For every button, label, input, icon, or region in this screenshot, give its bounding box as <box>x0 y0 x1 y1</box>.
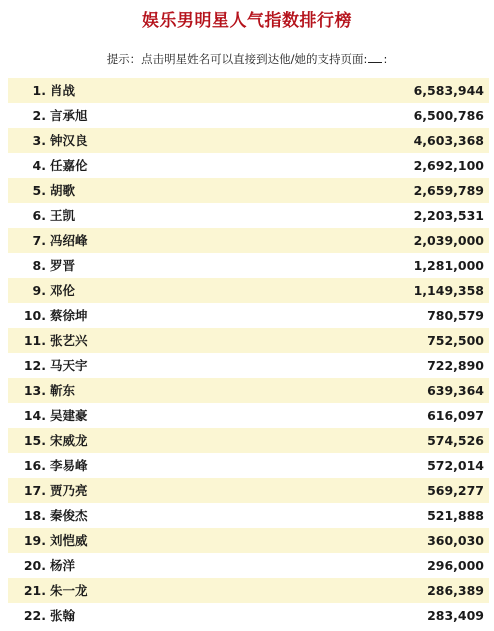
rank-number: 1. <box>32 83 46 98</box>
rank-number: 18. <box>23 508 46 523</box>
popularity-value: 2,203,531 <box>413 208 484 223</box>
table-row <box>8 553 489 578</box>
star-name-link[interactable]: 张翰 <box>50 608 76 623</box>
popularity-value: 780,579 <box>427 308 484 323</box>
star-name-link[interactable]: 宋威龙 <box>50 433 88 448</box>
popularity-value: 6,583,944 <box>413 83 484 98</box>
rank-number: 19. <box>23 533 46 548</box>
page-title: 娱乐男明星人气指数排行榜 <box>142 11 352 31</box>
table-row <box>8 203 489 228</box>
rank-number: 4. <box>32 158 46 173</box>
popularity-value: 2,659,789 <box>413 183 484 198</box>
popularity-value: 722,890 <box>427 358 484 373</box>
rank-number: 17. <box>23 483 46 498</box>
popularity-value: 1,281,000 <box>413 258 484 273</box>
star-name-link[interactable]: 任嘉伦 <box>50 158 88 173</box>
table-row <box>8 503 489 528</box>
popularity-value: 283,409 <box>427 608 484 623</box>
popularity-value: 1,149,358 <box>413 283 484 298</box>
rank-number: 7. <box>32 233 46 248</box>
star-name-link[interactable]: 刘恺威 <box>50 533 88 548</box>
popularity-value: 752,500 <box>427 333 484 348</box>
rank-number: 9. <box>32 283 46 298</box>
rank-number: 6. <box>32 208 46 223</box>
table-row <box>8 128 489 153</box>
popularity-value: 574,526 <box>427 433 484 448</box>
rank-number: 15. <box>23 433 46 448</box>
popularity-value: 639,364 <box>427 383 484 398</box>
table-row <box>8 403 489 428</box>
popularity-value: 569,277 <box>427 483 484 498</box>
table-row <box>8 278 489 303</box>
rank-number: 20. <box>23 558 46 573</box>
rank-number: 13. <box>23 383 46 398</box>
rank-number: 5. <box>32 183 46 198</box>
hint-label: 提示：点击明星姓名可以直接到达他/她的支持页面: <box>106 52 368 66</box>
star-name-link[interactable]: 靳东 <box>50 383 76 398</box>
star-name-link[interactable]: 秦俊杰 <box>50 508 88 523</box>
table-row <box>8 353 489 378</box>
table-row <box>8 253 489 278</box>
star-name-link[interactable]: 胡歌 <box>50 183 76 198</box>
popularity-value: 616,097 <box>427 408 484 423</box>
ranking-table <box>8 78 489 628</box>
popularity-value: 2,039,000 <box>413 233 484 248</box>
star-name-link[interactable]: 贾乃亮 <box>50 483 88 498</box>
rank-number: 11. <box>23 333 46 348</box>
star-name-link[interactable]: 言承旭 <box>50 108 88 123</box>
popularity-value: 572,014 <box>427 458 484 473</box>
rank-number: 14. <box>23 408 46 423</box>
table-row <box>8 303 489 328</box>
star-name-link[interactable]: 吴建豪 <box>50 408 88 423</box>
popularity-value: 2,692,100 <box>413 158 484 173</box>
table-row <box>8 578 489 603</box>
hint-trailing: : <box>383 52 388 66</box>
star-name-link[interactable]: 杨洋 <box>50 558 76 573</box>
rank-number: 8. <box>32 258 46 273</box>
popularity-value: 6,500,786 <box>413 108 484 123</box>
star-name-link[interactable]: 肖战 <box>50 83 76 98</box>
popularity-value: 286,389 <box>427 583 484 598</box>
table-row <box>8 453 489 478</box>
star-name-link[interactable]: 蔡徐坤 <box>50 308 88 323</box>
star-name-link[interactable]: 王凯 <box>50 208 76 223</box>
popularity-value: 4,603,368 <box>413 133 484 148</box>
rank-number: 3. <box>32 133 46 148</box>
table-row <box>8 428 489 453</box>
rank-number: 21. <box>23 583 46 598</box>
star-name-link[interactable]: 马天宇 <box>50 358 88 373</box>
star-name-link[interactable]: 罗晋 <box>50 258 76 273</box>
star-name-link[interactable]: 李易峰 <box>50 458 88 473</box>
rank-number: 2. <box>32 108 46 123</box>
table-row <box>8 228 489 253</box>
rank-number: 12. <box>23 358 46 373</box>
table-row <box>8 603 489 628</box>
rank-number: 16. <box>23 458 46 473</box>
star-name-link[interactable]: 冯绍峰 <box>50 233 88 248</box>
table-row <box>8 178 489 203</box>
star-name-link[interactable]: 朱一龙 <box>50 583 88 598</box>
table-row <box>8 378 489 403</box>
table-row <box>8 478 489 503</box>
hint-blank <box>368 52 382 63</box>
table-row <box>8 328 489 353</box>
table-row <box>8 78 489 103</box>
popularity-value: 521,888 <box>427 508 484 523</box>
popularity-value: 296,000 <box>427 558 484 573</box>
table-row <box>8 153 489 178</box>
star-name-link[interactable]: 钟汉良 <box>50 133 88 148</box>
star-name-link[interactable]: 张艺兴 <box>50 333 88 348</box>
rank-number: 10. <box>23 308 46 323</box>
table-row <box>8 103 489 128</box>
hint-text <box>0 50 494 68</box>
table-row <box>8 528 489 553</box>
popularity-value: 360,030 <box>427 533 484 548</box>
rank-number: 22. <box>23 608 46 623</box>
star-name-link[interactable]: 邓伦 <box>50 283 76 298</box>
